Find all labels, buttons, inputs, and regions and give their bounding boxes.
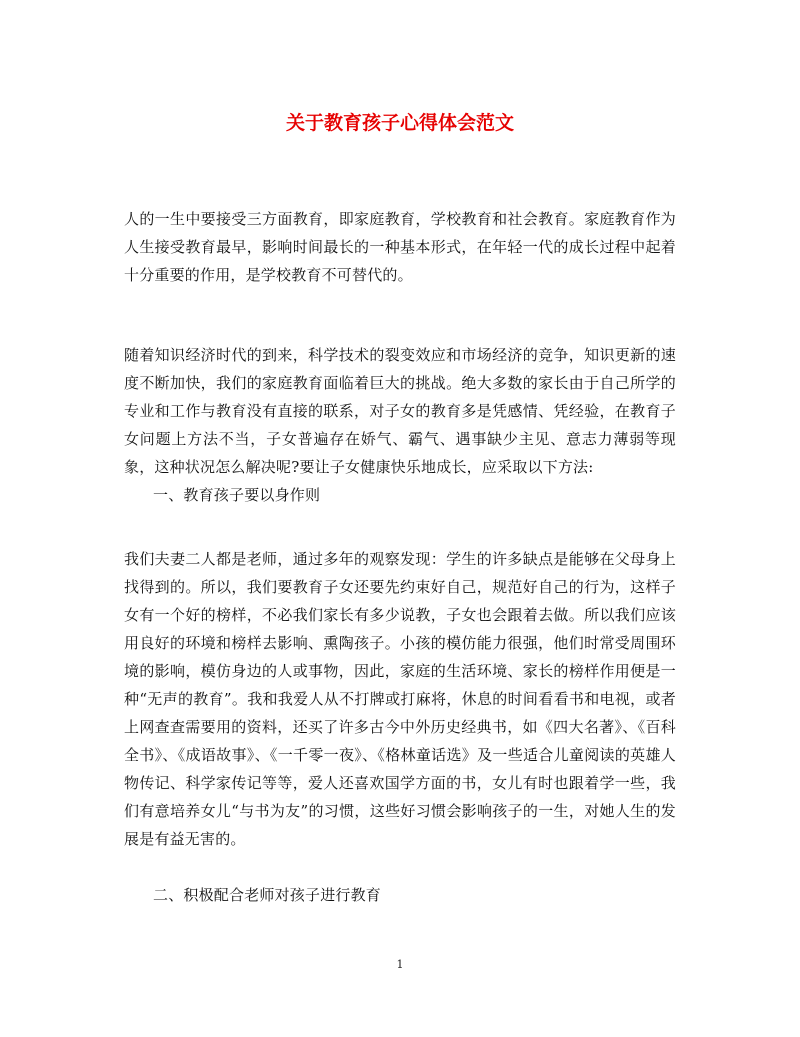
page-number: 1	[396, 958, 404, 971]
section-heading-1: 一、教育孩子要以身作则	[153, 486, 321, 504]
section-heading-2: 二、积极配合老师对孩子进行教育	[153, 886, 382, 904]
paragraph-role-model: 我们夫妻二人都是老师，通过多年的观察发现：学生的许多缺点是能够在父母身上找得到的。所以，我们要教育子女还要先约束好自己，规范好自己的行为，这样子女有一个好的榜样，不必我们家长有多少说教，子女也会跟着去做。所以我们应该用良好的环境和榜样去影响、熏陶孩子。小孩的模仿能力很强，他们时常受周围环境的影响，模仿身边的人或事物，因此，家庭的生活环境、家长的榜样作用便是一种“无声的教育”。我和我爱人从不打牌或打麻将，休息的时间看看书和电视，或者上网查查需要用的资料，还买了许多古今中外历史经典书，如《四大名著》、《百科全书》、《成语故事》、《一千零一夜》、《格林童话选》及一些适合儿童阅读的英雄人物传记、科学家传记等等，爱人还喜欢国学方面的书，女儿有时也跟着学一些，我们有意培养女儿“与书为友”的习惯，这些好习惯会影响孩子的一生，对她人生的发展是有益无害的。	[124, 550, 676, 848]
paragraph-challenge: 随着知识经济时代的到来，科学技术的裂变效应和市场经济的竞争，知识更新的速度不断加快，我们的家庭教育面临着巨大的挑战。绝大多数的家长由于自己所学的专业和工作与教育没有直接的联系，对子女的教育多是凭感情、凭经验，在教育子女问题上方法不当，子女普遍存在娇气、霸气、遇事缺少主见、意志力薄弱等现象，这种状况怎么解决呢?要让子女健康快乐地成长，应采取以下方法:	[124, 346, 676, 476]
document-title: 关于教育孩子心得体会范文	[285, 112, 514, 134]
paragraph-intro: 人的一生中要接受三方面教育，即家庭教育，学校教育和社会教育。家庭教育作为人生接受教育最早，影响时间最长的一种基本形式，在年轻一代的成长过程中起着十分重要的作用，是学校教育不可替代的。	[124, 210, 676, 284]
